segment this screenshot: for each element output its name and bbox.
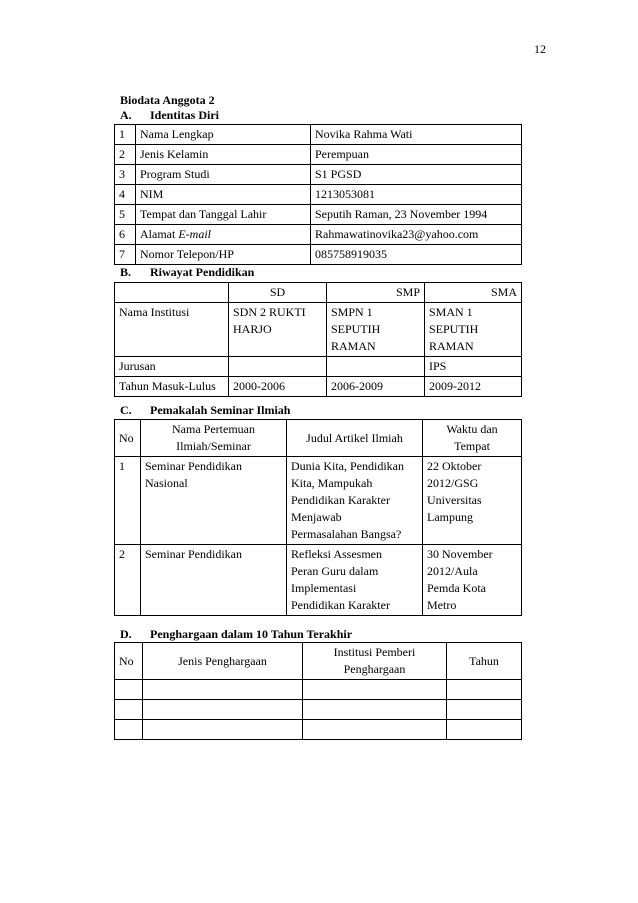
identitas-value: Rahmawatinovika23@yahoo.com [311,225,522,245]
pendidikan-sd-line: 2000-2006 [233,379,285,393]
penghargaan-cell [303,720,447,740]
penghargaan-cell [143,680,303,700]
pendidikan-sma-line: SEPUTIH [429,322,479,336]
identitas-label-text: Nama Lengkap [140,127,214,141]
seminar-header-judul: Judul Artikel Ilmiah [287,420,423,457]
penghargaan-header-jenis: Jenis Penghargaan [143,643,303,680]
identitas-row [115,165,522,185]
identitas-row [115,245,522,265]
seminar-header-pertemuan-line: Nama Pertemuan [172,422,255,436]
section-b-heading [120,265,254,280]
penghargaan-cell [447,680,522,700]
pendidikan-label: Nama Institusi [115,303,229,357]
seminar-judul-line: Permasalahan Bangsa? [291,527,402,541]
seminar-judul-line: Kita, Mampukah [291,476,373,490]
identitas-value: S1 PGSD [311,165,522,185]
penghargaan-cell [115,720,143,740]
seminar-judul-line: Dunia Kita, Pendidikan [291,459,404,473]
seminar-waktu-line: 2012/GSG [427,476,479,490]
pendidikan-sd [229,377,327,397]
seminar-waktu-line: 22 Oktober [427,459,482,473]
identitas-table [114,124,522,265]
identitas-label-italic: E-mail [178,227,211,241]
identitas-label [136,205,311,225]
identitas-value: 1213053081 [311,185,522,205]
identitas-row [115,225,522,245]
seminar-header-waktu-line: Tempat [454,439,490,453]
seminar-waktu-line: Pemda Kota [427,581,486,595]
pendidikan-sma-line: RAMAN [429,339,474,353]
identitas-label [136,165,311,185]
pendidikan-header-sd: SD [229,283,327,303]
seminar-judul [287,457,423,545]
seminar-header-waktu [423,420,522,457]
seminar-judul-line: Peran Guru dalam [291,564,379,578]
pendidikan-table [114,282,522,397]
pendidikan-smp-line: SMPN 1 [331,305,373,319]
seminar-no: 2 [115,545,141,616]
penghargaan-cell [143,700,303,720]
identitas-row [115,145,522,165]
penghargaan-cell [447,700,522,720]
pendidikan-label: Jurusan [115,357,229,377]
pendidikan-sd [229,357,327,377]
seminar-no: 1 [115,457,141,545]
penghargaan-header-tahun: Tahun [447,643,522,680]
seminar-header-no: No [115,420,141,457]
identitas-row [115,185,522,205]
seminar-waktu-line: Lampung [427,510,473,524]
identitas-no: 4 [115,185,136,205]
section-d-letter: D. [120,627,132,641]
penghargaan-row [115,680,522,700]
section-a-heading [120,108,219,123]
page-number: 12 [534,42,546,56]
seminar-judul-line: Implementasi [291,581,357,595]
identitas-value: 085758919035 [311,245,522,265]
penghargaan-header-institusi-line: Penghargaan [343,662,406,676]
identitas-no: 7 [115,245,136,265]
identitas-label-text: NIM [140,187,164,201]
identitas-label-text: Program Studi [140,167,210,181]
pendidikan-sd-line: SDN 2 RUKTI [233,305,306,319]
section-b-letter: B. [120,265,132,279]
seminar-waktu [423,457,522,545]
section-c-letter: C. [120,403,132,417]
penghargaan-header-institusi [303,643,447,680]
section-a-letter: A. [120,108,132,122]
identitas-row [115,125,522,145]
identitas-label-text: Alamat [140,227,179,241]
identitas-label [136,185,311,205]
pendidikan-smp-line: SEPUTIH [331,322,381,336]
pendidikan-sma-line: IPS [429,359,447,373]
seminar-waktu-line: 30 November [427,547,493,561]
pendidikan-smp [327,357,425,377]
penghargaan-row [115,700,522,720]
pendidikan-sma [425,377,522,397]
identitas-no: 1 [115,125,136,145]
pendidikan-smp [327,377,425,397]
penghargaan-cell [303,700,447,720]
pendidikan-smp-line: 2006-2009 [331,379,383,393]
pendidikan-sd-line: HARJO [233,322,272,336]
seminar-row [115,457,522,545]
seminar-row [115,545,522,616]
seminar-judul-line: Refleksi Assesmen [291,547,382,561]
seminar-waktu-line: 2012/Aula [427,564,478,578]
pendidikan-row [115,377,522,397]
section-c-title: Pemakalah Seminar Ilmiah [150,403,291,417]
section-a-title: Identitas Diri [150,108,219,122]
penghargaan-cell [303,680,447,700]
pendidikan-row [115,357,522,377]
pendidikan-sma [425,303,522,357]
seminar-header-pertemuan-line: Ilmiah/Seminar [176,439,251,453]
pendidikan-header-blank [115,283,229,303]
identitas-label-text: Jenis Kelamin [140,147,209,161]
penghargaan-cell [447,720,522,740]
identitas-row [115,205,522,225]
penghargaan-cell [115,680,143,700]
identitas-value: Seputih Raman, 23 November 1994 [311,205,522,225]
identitas-no: 5 [115,205,136,225]
section-b-title: Riwayat Pendidikan [150,265,255,279]
penghargaan-row [115,720,522,740]
pendidikan-sma-line: SMAN 1 [429,305,473,319]
section-c-heading [120,403,290,418]
pendidikan-label: Tahun Masuk-Lulus [115,377,229,397]
pendidikan-row [115,303,522,357]
seminar-waktu-line: Universitas [427,493,482,507]
seminar-header-waktu-line: Waktu dan [446,422,498,436]
penghargaan-cell [143,720,303,740]
penghargaan-header-no: No [115,643,143,680]
seminar-judul-line: Pendidikan Karakter [291,493,390,507]
identitas-value: Perempuan [311,145,522,165]
identitas-label [136,125,311,145]
identitas-label [136,225,311,245]
identitas-label [136,145,311,165]
section-d-heading [120,627,352,642]
seminar-waktu-line: Metro [427,598,457,612]
seminar-table [114,419,522,616]
penghargaan-cell [115,700,143,720]
pendidikan-sma [425,357,522,377]
seminar-judul-line: Menjawab [291,510,342,524]
biodata-title: Biodata Anggota 2 [120,93,215,107]
identitas-no: 2 [115,145,136,165]
pendidikan-sd [229,303,327,357]
pendidikan-smp-line: RAMAN [331,339,376,353]
seminar-pertemuan-line: Seminar Pendidikan [145,547,242,561]
identitas-label [136,245,311,265]
seminar-pertemuan [141,457,287,545]
seminar-header-pertemuan [141,420,287,457]
pendidikan-sma-line: 2009-2012 [429,379,481,393]
seminar-judul-line: Pendidikan Karakter [291,598,390,612]
seminar-judul [287,545,423,616]
identitas-label-text: Nomor Telepon/HP [140,247,234,261]
seminar-pertemuan-line: Seminar Pendidikan [145,459,242,473]
identitas-no: 3 [115,165,136,185]
identitas-value: Novika Rahma Wati [311,125,522,145]
seminar-pertemuan [141,545,287,616]
seminar-pertemuan-line: Nasional [145,476,188,490]
identitas-no: 6 [115,225,136,245]
pendidikan-smp [327,303,425,357]
pendidikan-header-smp: SMP [327,283,425,303]
penghargaan-table [114,642,522,740]
section-d-title: Penghargaan dalam 10 Tahun Terakhir [150,627,353,641]
seminar-waktu [423,545,522,616]
pendidikan-header-sma: SMA [425,283,522,303]
identitas-label-text: Tempat dan Tanggal Lahir [140,207,267,221]
penghargaan-header-institusi-line: Institusi Pemberi [333,645,416,659]
